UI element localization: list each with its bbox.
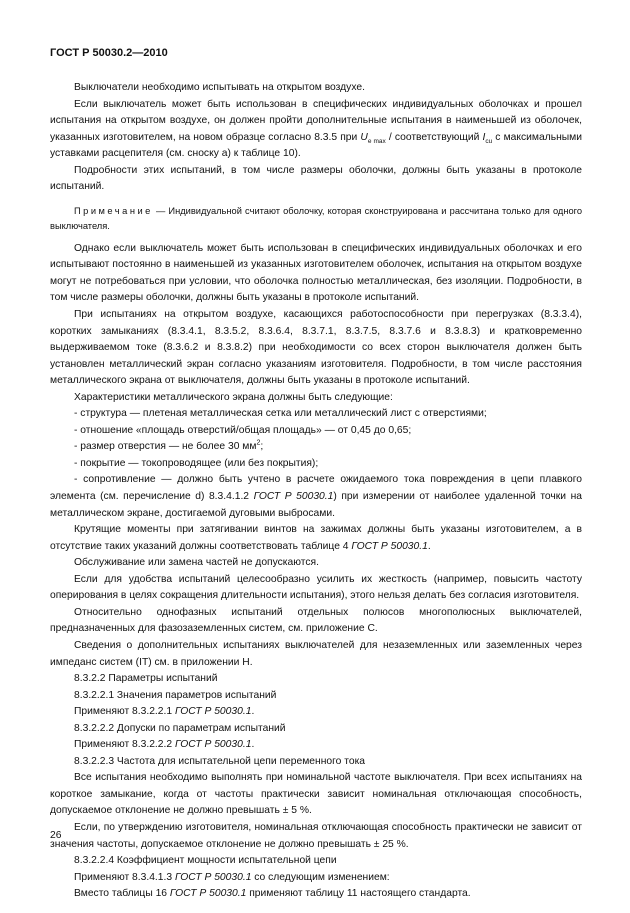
paragraph: Характеристики металлического экрана должны быть следующие: xyxy=(74,391,393,403)
paragraph: Применяют 8.3.2.2.1 ГОСТ Р 50030.1. xyxy=(74,706,255,718)
paragraph: Применяют 8.3.2.2.2 ГОСТ Р 50030.1. xyxy=(74,739,255,751)
section-heading: 8.3.2.2 Параметры испытаний xyxy=(74,673,218,685)
paragraph: Вместо таблицы 16 ГОСТ Р 50030.1 применяют таблицу 11 настоящего стандарта. xyxy=(74,888,471,900)
paragraph: Сведения о дополнительных испытаниях выключателей для незаземленных или заземленных через импеданс систем (IT) см. в приложении Н. xyxy=(50,639,582,668)
section-heading: 8.3.2.2.3 Частота для испытательной цепи переменного тока xyxy=(74,755,366,767)
paragraph: Подробности этих испытаний, в том числе размеры оболочки, должны быть указаны в протоколе испытаний. xyxy=(50,164,582,193)
list-item: - структура — плетеная металлическая сетка или металлический лист с отверстиями; xyxy=(74,408,487,420)
paragraph: Если выключатель может быть использован в специфических индивидуальных оболочках и прошел испытания на открытом воздухе, он должен пройти дополнительные испытания в наименьшей из оболочек, указанных изготовителем, на новом образце согласно 8.3.5 при $U_{e max}$ / соответствующий $I_{cu}$ с максимальными уставками расцепителя (см. сноску а) к таблице 10). xyxy=(50,98,582,160)
paragraph: Если для удобства испытаний целесообразно усилить их жесткость (например, повысить частоту оперирования в целях сокращения длительности испытания), этого нельзя делать без согласия изготовителя. xyxy=(50,573,582,602)
page-number: 26 xyxy=(50,830,62,841)
note: Примечание — Индивидуальной считают оболочку, которая сконструирована и рассчитана только для одного выключателя. xyxy=(50,205,582,231)
list-item: - отношение «площадь отверстий/общая площадь» — от 0,45 до 0,65; xyxy=(74,424,412,436)
list-item: - размер отверстия — не более 30 $мм^2$; xyxy=(74,439,264,453)
paragraph: Все испытания необходимо выполнять при номинальной частоте выключателя. При всех испытаниях на короткое замыкание, когда от частоты практически зависит номинальная отключающая способность, допускаемое отклонение не должно превышать ± 5 %. xyxy=(50,772,582,817)
paragraph: Крутящие моменты при затягивании винтов на зажимах должны быть указаны изготовителем, а в отсутствие таких указаний должны соответствовать таблице 4 ГОСТ Р 50030.1. xyxy=(50,524,582,552)
paragraph: При испытаниях на открытом воздухе, касающихся работоспособности при перегрузках (8.3.3.4), коротких замыканиях (8.3.4.1, 8.3.5.2, 8.3.6.4, 8.3.7.1, 8.3.7.5, 8.3.7.6 и 8.3.8.3) и кратковременно выдерживаемом токе (8.3.6.2 и 8.3.8.2) при необходимости со всех сторон выключателя должен быть установлен металлический экран согласно указаниям изготовителя. Подробности, в том числе расстояния металлического экрана от выключателя, должны быть указаны в протоколе испытаний. xyxy=(50,309,582,387)
paragraph: Выключатели необходимо испытывать на открытом воздухе. xyxy=(74,82,365,93)
list-item: - покрытие — токопроводящее (или без покрытия); xyxy=(74,457,319,469)
paragraph: Относительно однофазных испытаний отдельных полюсов многополюсных выключателей, предназначенных для фазозаземленных систем, см. приложение С. xyxy=(50,606,582,635)
header-title: ГОСТ Р 50030.2—2010 xyxy=(50,47,168,59)
document-body xyxy=(50,80,582,903)
section-heading: 8.3.2.2.1 Значения параметров испытаний xyxy=(74,689,277,701)
paragraph: Обслуживание или замена частей не допускаются. xyxy=(74,557,319,569)
paragraph: Однако если выключатель может быть использован в специфических индивидуальных оболочках и его испытывают постоянно в наименьшей из указанных изготовителем оболочек, испытания на открытом воздухе могут не потребоваться при условии, что оболочка полностью металлическая, без изоляции. Подробности, в том числе размеры оболочки, должны быть указаны в протоколе испытаний. xyxy=(50,242,582,304)
section-heading: 8.3.2.2.2 Допуски по параметрам испытаний xyxy=(74,722,286,734)
section-heading: 8.3.2.2.4 Коэффициент мощности испытательной цепи xyxy=(74,855,337,867)
paragraph: Если, по утверждению изготовителя, номинальная отключающая способность практически не зависит от значения частоты, допускаемое отклонение не должно превышать ± 25 %. xyxy=(50,821,582,850)
note-label: Примечание xyxy=(74,205,153,216)
list-item: - сопротивление — должно быть учтено в расчете ожидаемого тока повреждения в цепи плавкого элемента (см. перечисление d) 8.3.4.1.2 ГОСТ Р 50030.1) при измерении от наиболее удаленной точки на металлическом экране, достигаемой дуговыми выбросами. xyxy=(50,474,582,519)
paragraph: Применяют 8.3.4.1.3 ГОСТ Р 50030.1 со следующим изменением: xyxy=(74,871,390,883)
